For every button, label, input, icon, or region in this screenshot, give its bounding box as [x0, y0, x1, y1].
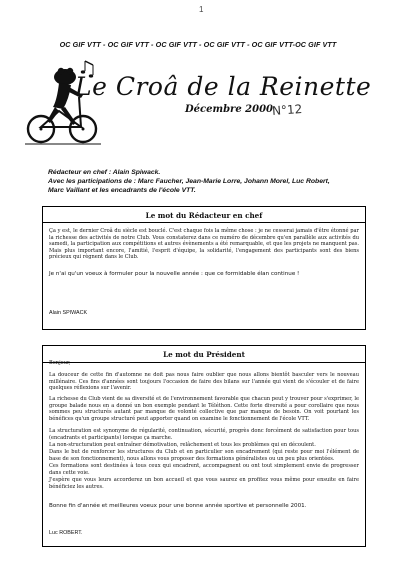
credits	[48, 168, 378, 196]
issue-date: Décembre 2000	[185, 104, 274, 115]
president-signature: Luc ROBERT.	[49, 530, 83, 536]
president-paragraph-7: J'espère que vous leurs accorderez un bon accueil et que vous saurez en profitez vous même pour ensuite en faire bénéficiez les autres.	[49, 477, 359, 490]
editor-credit: Rédacteur en chef : Alain Spiwack.	[48, 169, 161, 176]
editor-paragraph: Ça y est, le dernier Croâ du siècle est bouclé. C'est chaque fois la même chose : je ne cesserai jamais d'être étonné par la richesse des activités de notre Club. Vous constaterez dans ce numéro de décembre qu'en parallèle aux activités du samedi, la participation aux compétitions et autres évènements a été remarquable, et que les projets ne manquent pas. Mais plus important encore, l'amitié, l'esprit d'équipe, la solidarité, l'engagement des participants sont des biens précieux qui règnent dans le Club.	[49, 228, 359, 261]
header-banner: OC GIF VTT - OC GIF VTT - OC GIF VTT - OC GIF VTT - OC GIF VTT-OC GIF VTT	[59, 40, 337, 49]
president-paragraph-3: La structuration est synonyme de régularité, continuation, sécurité, progrès donc forcément de satisfaction pour tous (encadrants et participants) lorsque ça marche.	[49, 428, 359, 441]
editor-wish: Je n'ai qu'un voeux à formuler pour la nouvelle année : que ce formidable élan continue !	[49, 271, 300, 277]
editor-box-title: Le mot du Rédacteur en chef	[145, 211, 263, 220]
editor-signature: Alain SPIWACK	[49, 310, 88, 316]
cyclist-frog-icon	[23, 55, 103, 150]
editor-box-divider	[43, 222, 365, 223]
president-paragraph-6: Ces formations sont destinées à tous ceux qui encadrent, accompagnent ou ont tout simplement envie de progresser dans cette voie.	[49, 463, 359, 476]
president-box	[42, 345, 366, 547]
participants-line-1: Avec les participations de : Marc Faucher, Jean-Marie Lorre, Johann Morel, Luc Robert,	[48, 178, 330, 186]
president-paragraph-1: La douceur de cette fin d'automne ne doit pas nous faire oublier que nous allons bientôt basculer vers le nouveau millénaire. Ces fins d'années sont toujours l'occasion de faire des bilans sur l'année qui vient de s'écouler et de faire quelques réflexions sur l'avenir.	[49, 372, 359, 392]
editor-box	[42, 206, 366, 330]
page-mark: 1	[199, 5, 204, 14]
newsletter-title: Le Croâ de la Reinette	[75, 72, 372, 101]
issue-number: N°12	[271, 101, 303, 119]
president-paragraph-5: Dans le but de renforcer les structures du Club et en particulier son encadrement (qui reste pour moi l'élément de base de son fonctionnement), nous allons vous proposer des formations généralistes ou un peu plus orientées.	[49, 449, 359, 462]
president-paragraph-2: La richesse du Club vient de sa diversité et de l'environnement favorable que chacun peut y trouver pour s'exprimer, le groupe balade nous en a donné un bon exemple pendant le Téléthon. Cette forte diversité a pour corollaire que nous sommes peu structurés autant par manque de volonté collective que par manque de besoin. On voit pourtant les bénéfices qu'un groupe structuré peut apporter quand on examine le fonctionnement de l'école VTT.	[49, 396, 359, 422]
participants-line-2: Marc Vaillant et les encadrants de l'école VTT.	[48, 187, 196, 195]
president-wish: Bonne fin d'année et meilleures voeux pour une bonne année sportive et personnelle 2001.	[49, 503, 307, 509]
president-box-title: Le mot du Président	[163, 350, 245, 359]
president-greeting: Bonjour,	[49, 360, 71, 366]
president-paragraph-4: La non-structuration peut entraîner démotivation, relâchement et tous les problèmes qui en découlent.	[49, 442, 316, 448]
